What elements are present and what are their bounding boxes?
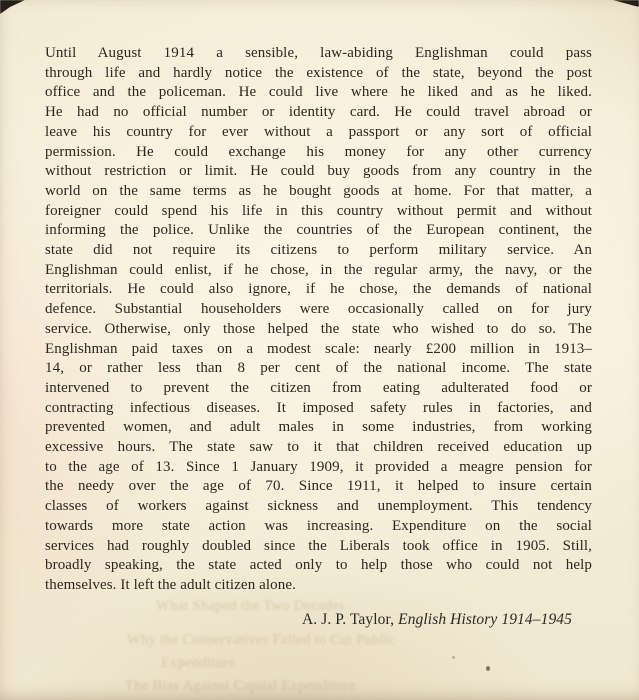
bleed-through-line: The Bias Against Capital Expenditure [125, 678, 356, 694]
quote-line: service. Otherwise, only those helped the state who wished to do so. The [45, 320, 592, 337]
quote-line: excessive hours. The state saw to it that children received education up [45, 439, 592, 456]
quote-line: permission. He could exchange his money for any other currency [45, 143, 592, 160]
bleed-through-line: Expenditure [161, 655, 236, 671]
quote-line: prevented women, and adult males in some industries, from working [45, 419, 592, 436]
quote-line: towards more state action was increasing. Expenditure on the social [45, 517, 592, 534]
quote-line: 14, or rather less than 8 per cent of the national income. The state [45, 360, 592, 377]
ink-speck [486, 666, 490, 671]
quote-paragraph [45, 44, 592, 596]
quote-line: foreigner could spend his life in this country without permit and without [45, 202, 592, 219]
quote-line: Englishman paid taxes on a modest scale: nearly £200 million in 1913– [45, 340, 592, 357]
quote-line: territorials. He could also ignore, if he chose, the demands of national [45, 281, 592, 298]
quote-line: classes of workers against sickness and unemployment. This tendency [45, 498, 592, 515]
attribution-author: A. J. P. Taylor, [301, 610, 395, 628]
photo-corner-top-left [0, 0, 25, 14]
quote-line: He had no official number or identity card. He could travel abroad or [45, 104, 592, 121]
quote-line: themselves. It left the adult citizen alone. [45, 576, 296, 593]
quote-line: Until August 1914 a sensible, law-abiding Englishman could pass [45, 45, 592, 61]
quote-line: services had roughly doubled since the Liberals took office in 1905. Still, [45, 537, 592, 554]
bleed-through-line: Why the Conservatives Failed to Cut Public [127, 632, 395, 648]
quote-line: broadly speaking, the state acted only to help those who could not help [45, 557, 592, 574]
bleed-through-line: What Shaped the Two Decades [156, 598, 345, 614]
attribution-work-title: English History 1914–1945 [398, 610, 572, 628]
quote-line: intervened to prevent the citizen from eating adulterated food or [45, 379, 592, 396]
quote-line: without restriction or limit. He could buy goods from any country in the [45, 163, 592, 180]
quote-line: Englishman could enlist, if he chose, in the regular army, the navy, or the [45, 261, 592, 278]
quote-line: the needy over the age of 70. Since 1911, it helped to insure certain [45, 478, 592, 495]
quote-line: informing the police. Unlike the countries of the European continent, the [45, 222, 592, 239]
attribution-line [45, 610, 592, 630]
ink-speck [452, 656, 455, 659]
quote-line: to the age of 13. Since 1 January 1909, it provided a meagre pension for [45, 458, 592, 475]
quote-line: defence. Substantial householders were occasionally called on for jury [45, 301, 592, 318]
quote-line: office and the policeman. He could live where he liked and as he liked. [45, 84, 592, 101]
quote-block [45, 44, 592, 629]
quote-line: world on the same terms as he bought goods at home. For that matter, a [45, 182, 592, 199]
quote-line: state did not require its citizens to perform military service. An [45, 242, 592, 259]
photo-corner-top-right [613, 0, 639, 7]
quote-line: leave his country for ever without a passport or any sort of official [45, 123, 592, 140]
quote-line: through life and hardly notice the existence of the state, beyond the post [45, 64, 592, 81]
quote-line: contracting infectious diseases. It imposed safety rules in factories, and [45, 399, 592, 416]
